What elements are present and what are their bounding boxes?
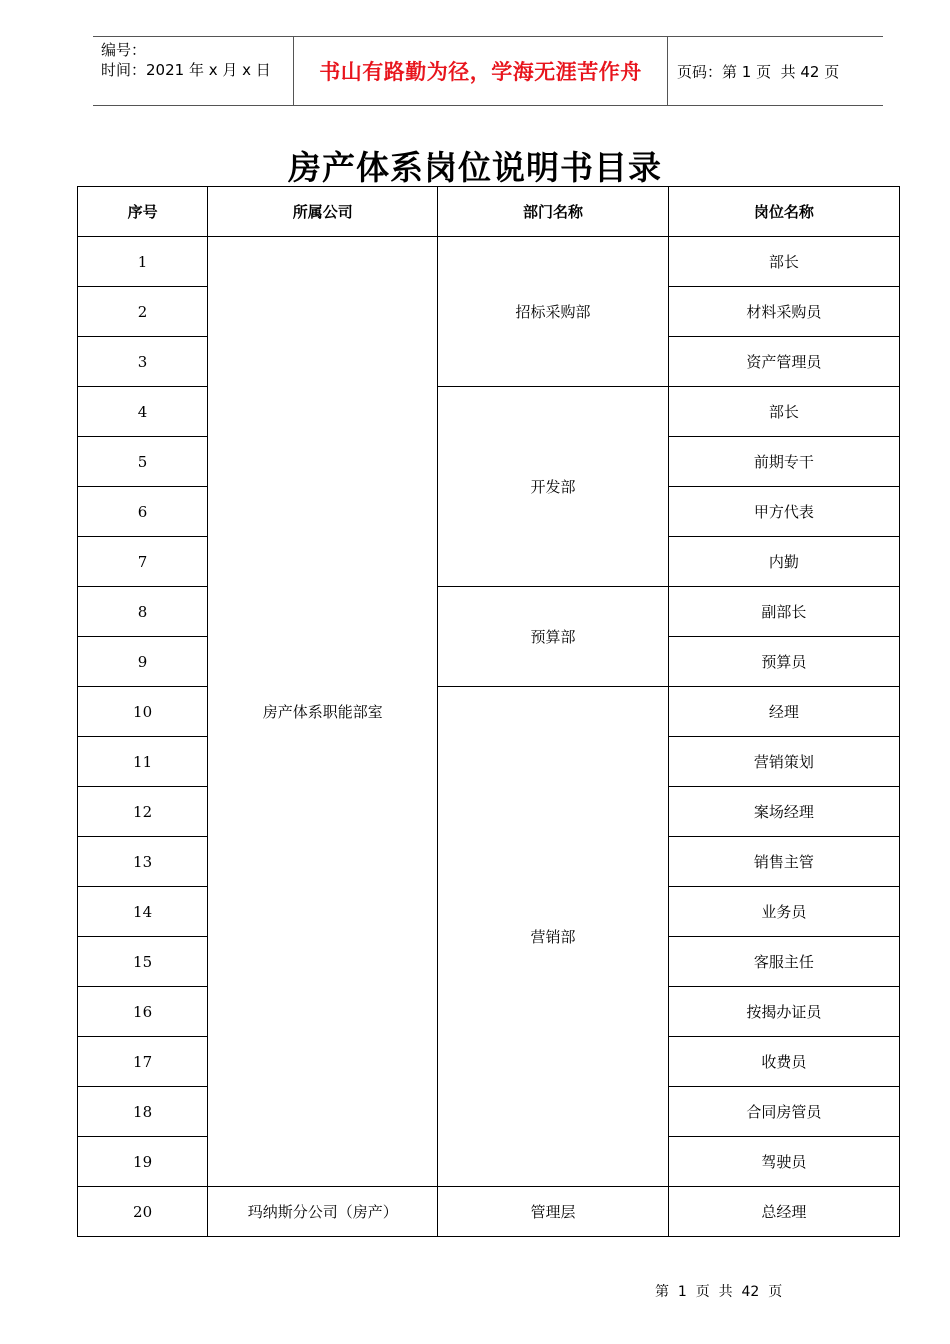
position-cell: 甲方代表 (668, 487, 899, 537)
header-department: 部门名称 (438, 187, 668, 237)
position-directory-table (77, 186, 900, 1237)
position-cell: 驾驶员 (668, 1137, 899, 1187)
row-number: 3 (78, 337, 208, 387)
header-company: 所属公司 (208, 187, 438, 237)
position-cell: 客服主任 (668, 937, 899, 987)
row-number: 7 (78, 537, 208, 587)
page-header (93, 36, 883, 106)
position-cell: 副部长 (668, 587, 899, 637)
document-time-label: 时间：2021 年 x 月 x 日 (101, 61, 271, 79)
position-cell: 部长 (668, 237, 899, 287)
table-row (78, 387, 900, 437)
department-cell: 营销部 (438, 687, 668, 1187)
row-number: 8 (78, 587, 208, 637)
position-cell: 预算员 (668, 637, 899, 687)
position-cell: 营销策划 (668, 737, 899, 787)
row-number: 4 (78, 387, 208, 437)
position-cell: 总经理 (668, 1187, 899, 1237)
row-number: 19 (78, 1137, 208, 1187)
company-cell: 房产体系职能部室 (208, 237, 438, 1187)
department-cell: 招标采购部 (438, 237, 668, 387)
table-row (78, 1187, 900, 1237)
position-cell: 按揭办证员 (668, 987, 899, 1037)
department-cell: 预算部 (438, 587, 668, 687)
position-cell: 业务员 (668, 887, 899, 937)
position-cell: 材料采购员 (668, 287, 899, 337)
position-cell: 内勤 (668, 537, 899, 587)
row-number: 16 (78, 987, 208, 1037)
position-cell: 经理 (668, 687, 899, 737)
position-cell: 案场经理 (668, 787, 899, 837)
row-number: 1 (78, 237, 208, 287)
company-cell: 玛纳斯分公司（房产） (208, 1187, 438, 1237)
row-number: 9 (78, 637, 208, 687)
row-number: 5 (78, 437, 208, 487)
row-number: 14 (78, 887, 208, 937)
position-cell: 合同房管员 (668, 1087, 899, 1137)
document-number-label: 编号： (101, 41, 147, 59)
row-number: 12 (78, 787, 208, 837)
position-cell: 前期专干 (668, 437, 899, 487)
position-cell: 资产管理员 (668, 337, 899, 387)
position-cell: 销售主管 (668, 837, 899, 887)
row-number: 17 (78, 1037, 208, 1087)
table-row (78, 687, 900, 737)
row-number: 18 (78, 1087, 208, 1137)
row-number: 2 (78, 287, 208, 337)
row-number: 6 (78, 487, 208, 537)
row-number: 20 (78, 1187, 208, 1237)
position-cell: 收费员 (668, 1037, 899, 1087)
table-row (78, 587, 900, 637)
header-page-info: 页码：第 1 页 共 42 页 (677, 62, 840, 81)
row-number: 13 (78, 837, 208, 887)
row-number: 15 (78, 937, 208, 987)
department-cell: 开发部 (438, 387, 668, 587)
page-footer: 第 1 页 共 42 页 (655, 1284, 783, 1300)
row-number: 10 (78, 687, 208, 737)
row-number: 11 (78, 737, 208, 787)
department-cell: 管理层 (438, 1187, 668, 1237)
header-motto: 书山有路勤为径，学海无涯苦作舟 (319, 60, 642, 84)
header-divider (667, 37, 668, 105)
header-position: 岗位名称 (668, 187, 899, 237)
table-header-row (78, 187, 900, 237)
table-row (78, 237, 900, 287)
header-serial-number: 序号 (78, 187, 208, 237)
position-cell: 部长 (668, 387, 899, 437)
header-meta (101, 40, 293, 80)
page-title: 房产体系岗位说明书目录 (288, 148, 662, 187)
